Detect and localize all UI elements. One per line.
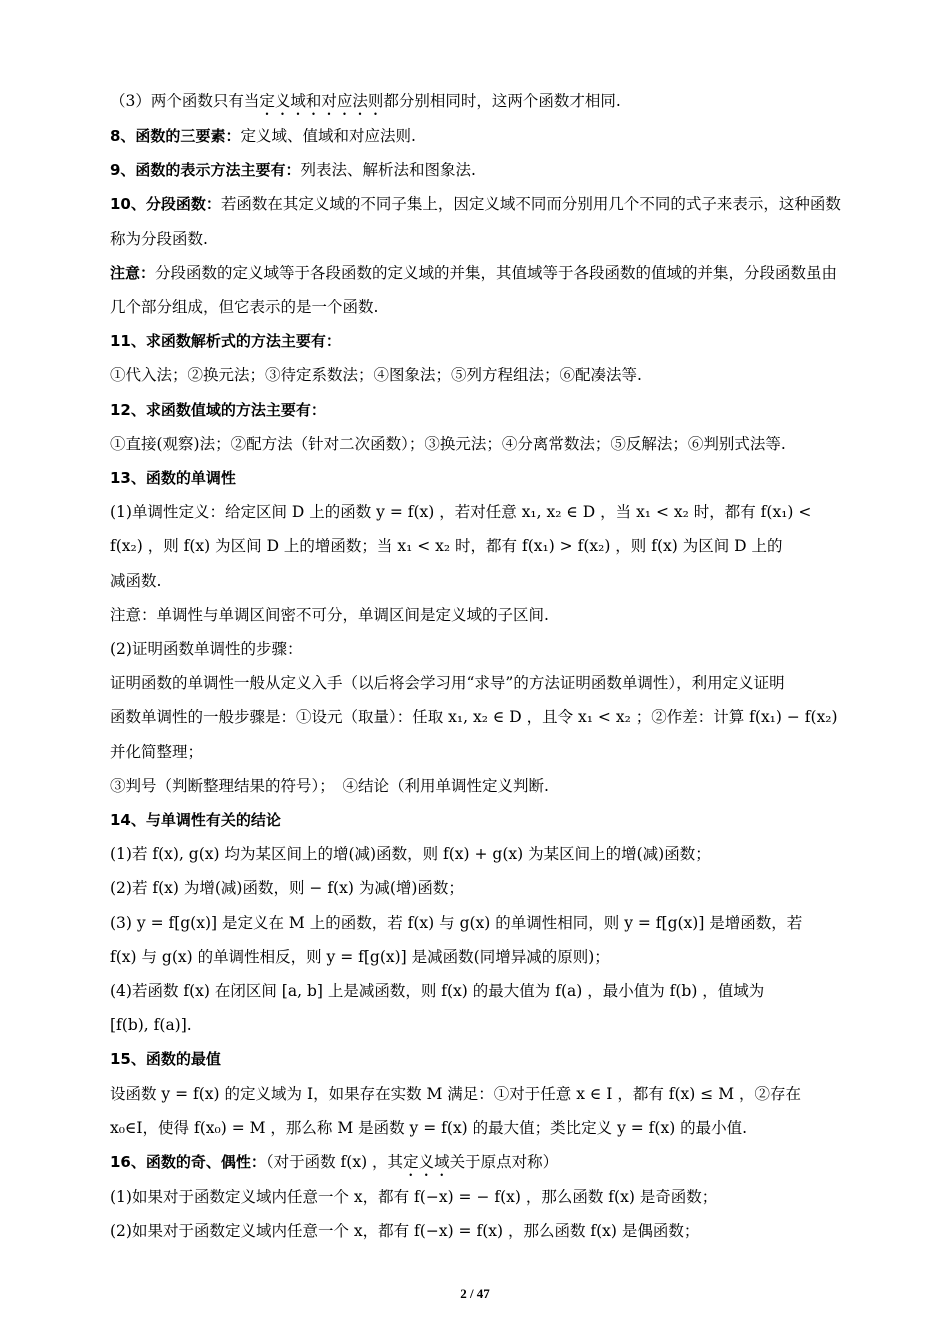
text-line: (4)若函数 f(x) 在闭区间 [a, b] 上是减函数，则 f(x) 的最大值为 f(a) ，最小值为 f(b) ，值域为: [110, 982, 765, 1001]
section-heading: 10、分段函数：: [110, 195, 221, 214]
text-line: (1)如果对于函数定义域内任意一个 x，都有 f(−x) = − f(x) ，那么函数 f(x) 是奇函数；: [110, 1188, 718, 1207]
text-line: f(x₂) ，则 f(x) 为区间 D 上的增函数；当 x₁ < x₂ 时，都有 f(x₁) > f(x₂) ，则 f(x) 为区间 D 上的: [110, 537, 783, 556]
section-heading: 15、函数的最值: [110, 1050, 221, 1069]
text-line: 9、函数的表示方法主要有：列表法、解析法和图象法.: [110, 161, 476, 180]
text-line: 注意：单调性与单调区间密不可分，单调区间是定义域的子区间.: [110, 605, 549, 624]
section-heading: 13、函数的单调性: [110, 469, 236, 488]
section-heading: 16、函数的奇、偶性：: [110, 1153, 266, 1172]
text-line: ①代入法；②换元法；③待定系数法；④图象法；⑤列方程组法；⑥配凑法等.: [110, 366, 642, 385]
text-line: (3) y = f[g(x)] 是定义在 M 上的函数，若 f(x) 与 g(x) 的单调性相同，则 y = f[g(x)] 是增函数，若: [110, 913, 803, 932]
text-line: [110, 324, 842, 358]
emphasized-text: 定义域和对应法则: [259, 92, 384, 110]
emphasized-text: 定义域: [403, 1153, 450, 1172]
text-line: （3）两个函数只有当定义域和对应法则都分别相同时，这两个函数才相同.: [110, 92, 621, 110]
text-line: (2)若 f(x) 为增(减)函数，则 − f(x) 为减(增)函数；: [110, 879, 464, 898]
text-line: (1)若 f(x), g(x) 均为某区间上的增(减)函数，则 f(x) + g(x) 为某区间上的增(减)函数；: [110, 845, 711, 864]
text-line: (2)如果对于函数定义域内任意一个 x，都有 f(−x) = f(x) ，那么函数 f(x) 是偶函数；: [110, 1222, 700, 1241]
text-line: f(x) 与 g(x) 的单调性相反，则 y = f[g(x)] 是减函数(同增异减的原则)；: [110, 947, 610, 966]
text-line: [f(b), f(a)].: [110, 1016, 192, 1035]
text-line: [110, 461, 842, 495]
text-paragraph: 注意：分段函数的定义域等于各段函数的定义域的并集，其值域等于各段函数的值域的并集，分段函数虽由几个部分组成，但它表示的是一个函数.: [110, 263, 838, 317]
section-heading: 8、函数的三要素：: [110, 127, 241, 145]
text-line: 设函数 y = f(x) 的定义域为 I，如果存在实数 M 满足：①对于任意 x ∈ I ，都有 f(x) ≤ M ，②存在: [110, 1084, 801, 1103]
text-line: (1)单调性定义：给定区间 D 上的函数 y = f(x) ，若对任意 x₁, x₂ ∈ D ，当 x₁ < x₂ 时，都有 f(x₁) <: [110, 503, 812, 522]
text-line: [110, 1042, 842, 1076]
text-line: [110, 393, 842, 427]
note-label: 注意：: [110, 263, 156, 282]
text-line: 16、函数的奇、偶性：（对于函数 f(x) ，其定义域关于原点对称）: [110, 1153, 559, 1172]
text-line: [110, 803, 842, 837]
text-paragraph: 10、分段函数：若函数在其定义域的不同子集上，因定义域不同而分别用几个不同的式子来表示，这种函数称为分段函数.: [110, 195, 841, 248]
text-line: ①直接(观察)法；②配方法（针对二次函数）；③换元法；④分离常数法；⑤反解法；⑥判别式法等.: [110, 434, 786, 453]
text-line: 函数单调性的一般步骤是：①设元（取量）：任取 x₁, x₂ ∈ D ，且令 x₁ < x₂ ；②作差：计算 f(x₁) − f(x₂): [110, 708, 838, 727]
text-line: x₀∈I，使得 f(x₀) = M ，那么称 M 是函数 y = f(x) 的最大值；类比定义 y = f(x) 的最小值.: [110, 1118, 748, 1137]
text-line: ③判号（判断整理结果的符号）； ④结论（利用单调性定义判断.: [110, 776, 549, 795]
section-heading: 14、与单调性有关的结论: [110, 811, 281, 830]
page-number: 2 / 47: [460, 1286, 490, 1301]
text-line: 减函数.: [110, 571, 162, 590]
text-line: 8、函数的三要素：定义域、值域和对应法则.: [110, 127, 416, 145]
text-line: (2)证明函数单调性的步骤：: [110, 640, 303, 659]
section-heading: 11、求函数解析式的方法主要有：: [110, 332, 341, 351]
document-body: [110, 84, 842, 1249]
section-heading: 12、求函数值域的方法主要有：: [110, 400, 326, 419]
text-line: 并化简整理；: [110, 742, 204, 761]
text-line: 证明函数的单调性一般从定义入手（以后将会学习用“求导”的方法证明函数单调性），利用定义证明: [110, 674, 785, 693]
section-heading: 9、函数的表示方法主要有：: [110, 161, 301, 180]
